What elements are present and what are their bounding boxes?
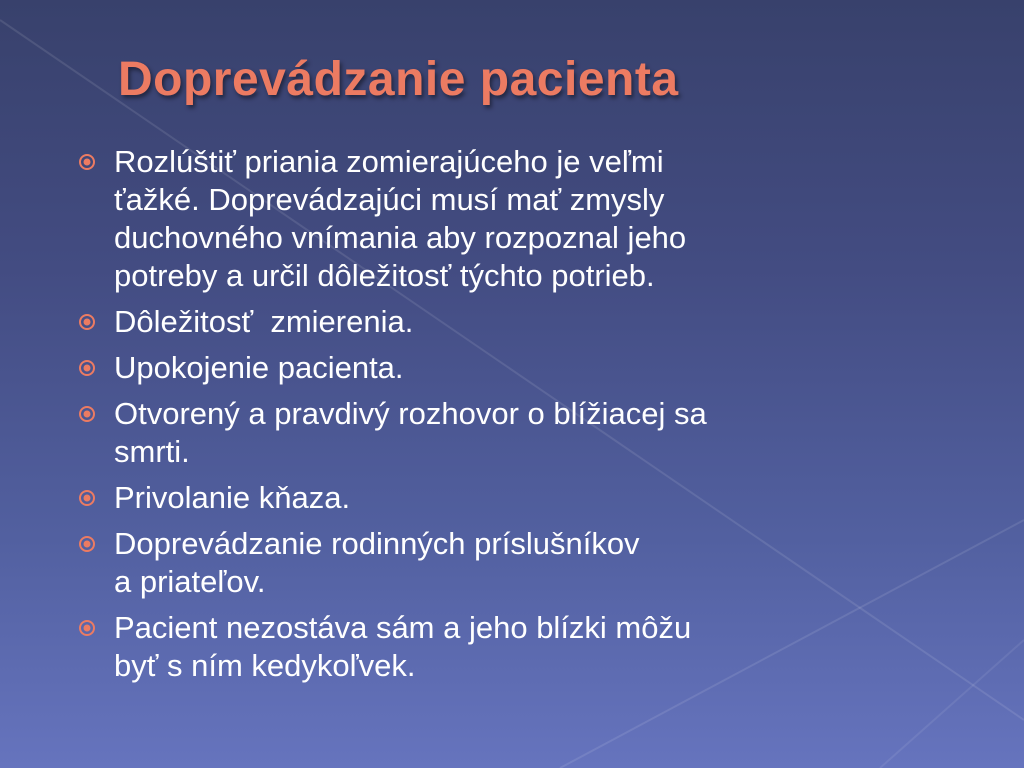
bullet-text-line: Doprevádzanie rodinných príslušníkov [114, 526, 640, 561]
circle-dot-bullet-icon [78, 405, 96, 423]
bullet-text-line: Pacient nezostáva sám a jeho blízki môžu [114, 610, 692, 645]
bullet-item-5 [72, 479, 952, 517]
circle-dot-bullet-icon [78, 619, 96, 637]
circle-dot-bullet-icon [78, 153, 96, 171]
bullet-item-4 [72, 395, 952, 471]
bullet-text-line: potreby a určil dôležitosť týchto potrieb. [114, 258, 655, 293]
bullet-text-line: Otvorený a pravdivý rozhovor o blížiacej sa [114, 396, 707, 431]
circle-dot-bullet-icon [78, 313, 96, 331]
bullet-item-3 [72, 349, 952, 387]
circle-dot-bullet-icon [78, 359, 96, 377]
bullet-item-1 [72, 143, 952, 295]
bullet-text-line: byť s ním kedykoľvek. [114, 648, 416, 683]
bullet-text-line: duchovného vnímania aby rozpoznal jeho [114, 220, 687, 255]
bullet-text-line: Privolanie kňaza. [114, 480, 351, 515]
slide-title: Doprevádzanie pacienta [118, 53, 679, 106]
bullet-item-6 [72, 525, 952, 601]
bullet-text-line: ťažké. Doprevádzajúci musí mať zmysly [114, 182, 665, 217]
bullet-text-line: Rozlúštiť priania zomierajúceho je veľmi [114, 144, 664, 179]
bullet-text-line: smrti. [114, 434, 190, 469]
bullet-item-7 [72, 609, 952, 685]
bullet-item-2 [72, 303, 952, 341]
circle-dot-bullet-icon [78, 489, 96, 507]
circle-dot-bullet-icon [78, 535, 96, 553]
bullet-text-line: Dôležitosť zmierenia. [114, 304, 414, 339]
bullet-text-line: Upokojenie pacienta. [114, 350, 404, 385]
bullet-text-line: a priateľov. [114, 564, 266, 599]
bullet-list [72, 143, 952, 693]
